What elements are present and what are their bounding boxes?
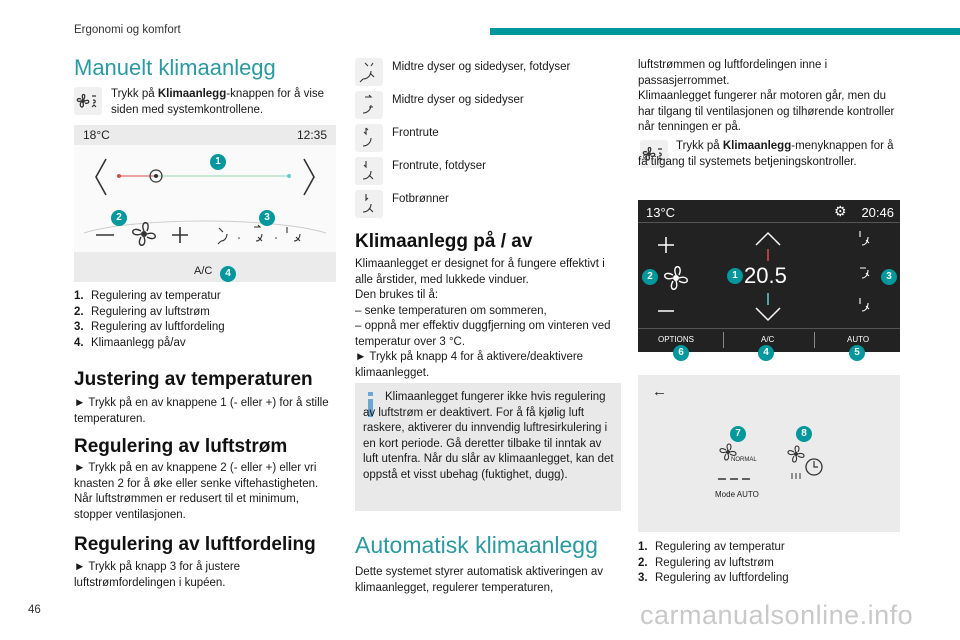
section-header: Ergonomi og komfort — [74, 24, 181, 36]
fan-plus[interactable] — [172, 227, 188, 243]
mode-auto-label: Mode AUTO — [715, 490, 759, 499]
screen-time: 20:46 — [861, 205, 894, 220]
temp-down-arrow[interactable] — [756, 308, 780, 320]
vent-center-side-feet-icon — [355, 58, 383, 86]
temp-setpoint: 20.5 — [744, 263, 787, 288]
fan-icon — [665, 267, 688, 290]
vent-windscreen-icon — [355, 124, 383, 152]
page-number: 46 — [28, 604, 41, 616]
screen-time: 12:35 — [296, 128, 327, 142]
heading-temperature: Justering av temperaturen — [74, 369, 313, 390]
callout-7: 7 — [730, 426, 746, 442]
auto-legend-list — [638, 540, 900, 587]
manual-legend-list — [74, 289, 336, 351]
normal-label: NORMAL — [731, 457, 757, 463]
list-item: 1. Regulering av temperatur — [638, 541, 785, 553]
options-button[interactable]: OPTIONS — [658, 335, 695, 344]
fan-normal-icon[interactable] — [714, 443, 758, 485]
manual-climate-screen — [74, 125, 336, 282]
list-item: 3. Regulering av luftfordeling — [638, 572, 789, 584]
text-temperature: ► Trykk på en av knappene 1 (- eller +) for å stille temperaturen. — [74, 397, 329, 425]
intro-text: Trykk på Klimaanlegg-knappen for å vise siden med systemkontrollene. — [111, 88, 325, 116]
info-box — [355, 383, 621, 511]
list-item: 3. Regulering av luftfordeling — [74, 321, 225, 333]
vent-distribution-icons[interactable] — [218, 225, 300, 244]
callout-1: 1 — [210, 154, 226, 170]
temp-decrease-arrow[interactable] — [96, 159, 106, 195]
callout-4: 4 — [220, 266, 236, 282]
vent-windscreen-feet-icon — [355, 157, 383, 185]
screen-temperature: 18°C — [83, 128, 110, 142]
fan-plus[interactable] — [658, 237, 674, 253]
settings-icon[interactable]: ⚙ — [834, 203, 847, 219]
heading-auto-climate: Automatisk klimaanlegg — [355, 532, 598, 558]
list-item: 4. Klimaanlegg på/av — [74, 336, 186, 349]
callout-8: 8 — [796, 426, 812, 442]
auto-button[interactable]: AUTO — [847, 335, 870, 344]
list-item: 2. Regulering av luftstrøm — [74, 305, 210, 318]
callout-5: 5 — [849, 345, 865, 361]
climate-menu-text: Trykk på Klimaanlegg-menyknappen for å få tilgang til systemets betjeningskontroller. — [638, 140, 894, 168]
callout-6: 6 — [673, 345, 689, 361]
back-arrow-icon[interactable]: ← — [652, 383, 667, 400]
climate-button-icon — [74, 87, 102, 115]
temp-up-arrow[interactable] — [756, 233, 780, 245]
info-text: Klimaanlegget fungerer ikke hvis regulering av luftstrøm er deaktivert. For å få kjølig luft raskere, aktiverer du innvendig luftresirkulering i en kort periode. Gå deretter tilbake til inntak av luft utenfra. Når du slår av klimaanlegget, kan det oppstå et visst ubehag (fuktighet, dugg). — [363, 391, 614, 481]
heading-distribution: Regulering av luftfordeling — [74, 534, 316, 555]
vent-distribution-icons[interactable] — [860, 231, 869, 311]
options-screen — [638, 375, 900, 532]
auto-climate-screen — [638, 200, 900, 358]
watermark: carmanualsonline.info — [640, 600, 914, 630]
text-airflow: ► Trykk på en av knappene 2 (- eller +) eller vri knasten 2 for å øke eller senke viftehastigheten. Når luftstrømmen er redusert til et minimum, stopper ventilasjonen. — [74, 462, 319, 521]
callout-4: 4 — [758, 345, 774, 361]
screen-ac-label: A/C — [194, 265, 213, 277]
temp-increase-arrow[interactable] — [304, 159, 314, 195]
callout-2: 2 — [111, 210, 127, 226]
heading-airflow: Regulering av luftstrøm — [74, 436, 288, 457]
callout-1: 1 — [727, 268, 743, 284]
heading-ac-onoff: Klimaanlegg på / av — [355, 231, 533, 252]
title-manual-climate: Manuelt klimaanlegg — [74, 55, 276, 80]
vent-center-side-icon — [355, 91, 383, 119]
list-item: 1. Regulering av temperatur — [74, 290, 221, 302]
text-auto-climate: Dette systemet styrer automatisk aktiveringen av klimaanlegget, regulerer temperaturen, — [355, 566, 603, 594]
fan-timer-icon[interactable] — [786, 445, 830, 485]
col3-text: luftstrømmen og luftfordelingen inne i passasjerrommet. Klimaanlegget fungerer når motoren går, men du har tilgang til ventilasjonen og tilhørende kontroller når tenningen er på. — [638, 59, 895, 133]
text-distribution: ► Trykk på knapp 3 for å justere luftstrømfordelingen i kupéen. — [74, 561, 241, 589]
header-bar — [490, 28, 960, 35]
callout-3: 3 — [881, 269, 897, 285]
fan-icon — [133, 223, 156, 246]
ac-button[interactable]: A/C — [761, 335, 775, 344]
ac-text-block: Klimaanlegget er designet for å fungere effektivt i alle årstider, med lukkede vinduer. Den brukes til å: – senke temperaturen om sommeren, – oppnå mer effektiv duggfjerning om vinteren ved temperatur over 3 °C. ► Trykk på knapp 4 for å aktivere/deaktivere klimaanlegget. — [355, 258, 611, 379]
callout-3: 3 — [259, 210, 275, 226]
callout-2: 2 — [642, 269, 658, 285]
list-item: 2. Regulering av luftstrøm — [638, 556, 774, 569]
screen-temperature: 13°C — [646, 205, 676, 220]
vent-feet-icon — [355, 190, 383, 218]
